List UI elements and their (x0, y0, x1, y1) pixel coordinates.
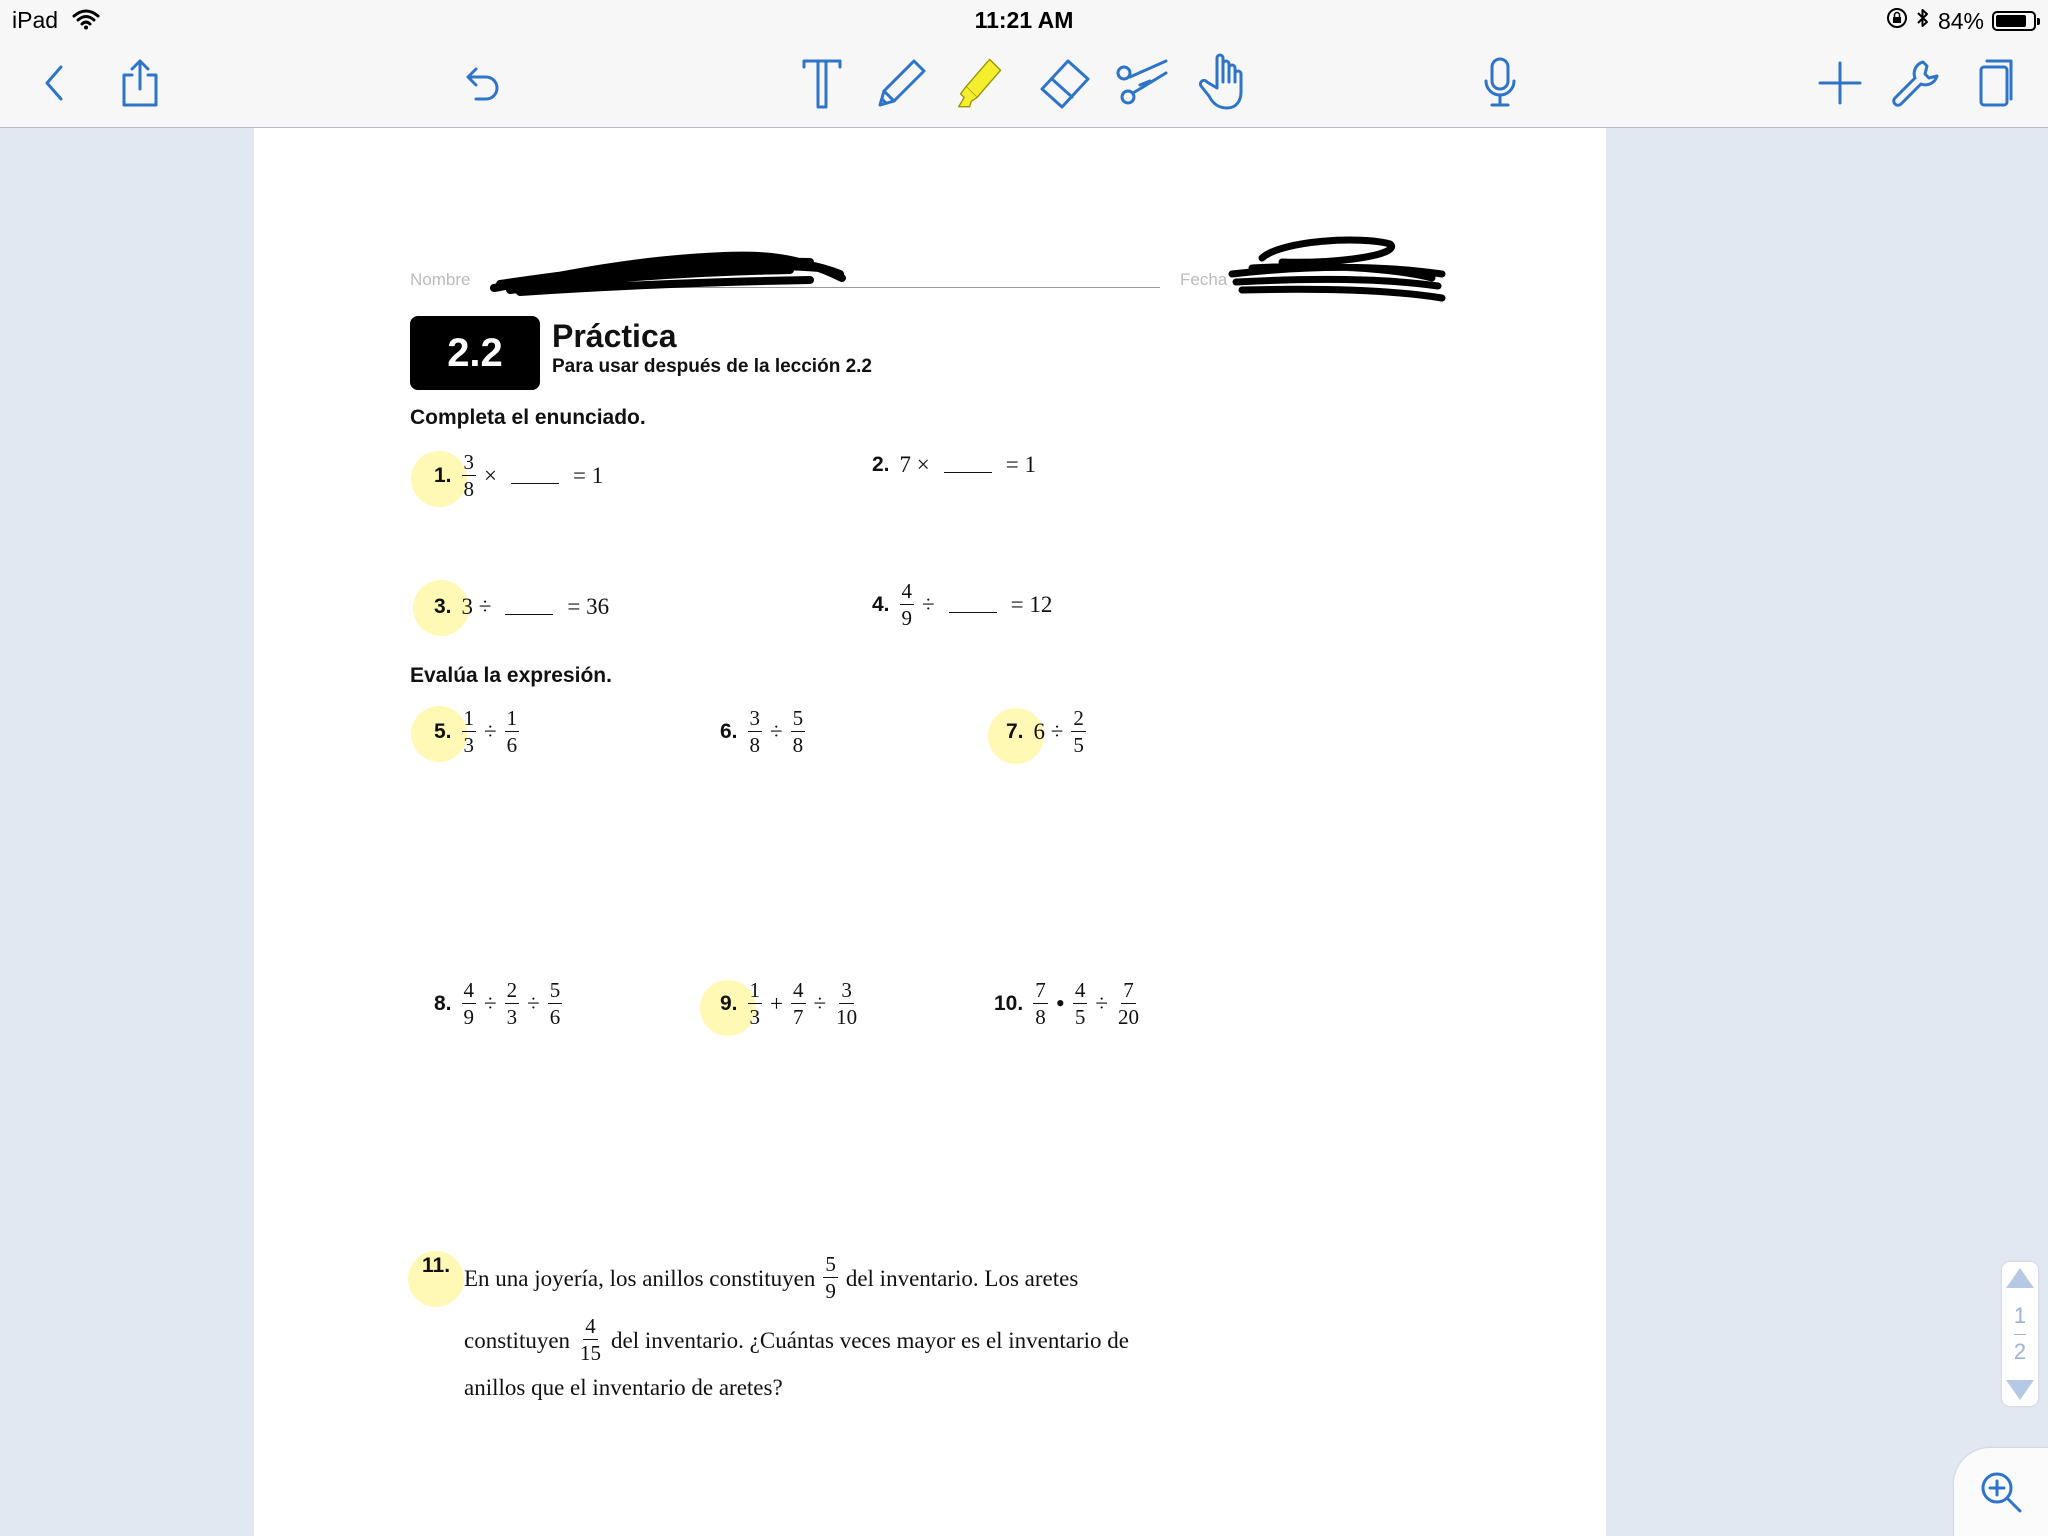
fraction: $\frac{2}{5}$ (1073, 706, 1084, 757)
problem-number: 6. (720, 720, 738, 743)
operator: ÷ (813, 991, 827, 1016)
problem-number: 1. (434, 464, 452, 487)
current-page: 1 (2013, 1303, 2027, 1329)
problem-1 (434, 452, 603, 500)
problem-text: constituyen (464, 1327, 571, 1353)
answer-blank[interactable] (511, 469, 559, 484)
operator: + (770, 991, 783, 1016)
equation-rhs: = 36 (567, 594, 610, 619)
problem-number: 5. (434, 720, 452, 743)
device-name: iPad (12, 7, 59, 33)
fraction: $\frac{5}{8}$ (792, 706, 804, 757)
redaction-scribble-date (1222, 234, 1448, 304)
operator: × (484, 463, 497, 488)
battery-percent: 84% (1937, 7, 1984, 34)
problem-10 (994, 980, 1141, 1028)
problem-text: del inventario. Los aretes (845, 1265, 1079, 1291)
fraction: $\frac{3}{10}$ (836, 978, 858, 1029)
problem-number: 9. (720, 992, 738, 1015)
equation-lhs: 3 ÷ (461, 594, 492, 619)
operator: ÷ (484, 991, 497, 1016)
worksheet-subtitle: Para usar después de la lección 2.2 (552, 356, 872, 377)
problem-11-line-1 (464, 1254, 1078, 1302)
fraction: $\frac{4}{9}$ (463, 978, 475, 1029)
problem-text: anillos que el inventario de aretes? (464, 1375, 783, 1400)
operator: ÷ (527, 991, 540, 1016)
fraction: $\frac{7}{8}$ (1035, 978, 1046, 1029)
problem-number: 3. (434, 595, 452, 618)
instruction-evaluate: Evalúa la expresión. (410, 664, 612, 687)
problem-9 (720, 980, 859, 1028)
problem-11-line-2 (464, 1316, 1129, 1364)
total-pages: 2 (2013, 1338, 2027, 1364)
zoom-in-icon (1978, 1469, 2024, 1515)
equation-lhs: 7 × (899, 452, 930, 477)
problem-6 (720, 708, 805, 756)
problem-7 (1006, 708, 1086, 756)
problem-text: En una joyería, los anillos constituyen (464, 1265, 816, 1291)
problem-8 (434, 980, 562, 1028)
problem-number: 7. (1006, 720, 1024, 743)
answer-blank[interactable] (505, 600, 553, 615)
equation-lhs: 6 ÷ (1033, 719, 1064, 744)
status-time: 11:21 AM (974, 7, 1074, 33)
zoom-button[interactable] (1954, 1448, 2048, 1536)
worksheet-title: Práctica (552, 318, 677, 354)
page-navigator[interactable] (2002, 1262, 2038, 1406)
fraction: $\frac{1}{3}$ (463, 706, 475, 757)
fraction: $\frac{7}{20}$ (1117, 978, 1139, 1029)
answer-blank[interactable] (949, 598, 997, 613)
fraction: $\frac{5}{9}$ (825, 1252, 836, 1303)
next-page-icon[interactable] (2006, 1380, 2034, 1400)
fraction: $\frac{4}{9}$ (901, 579, 913, 630)
fraction: $\frac{1}{6}$ (506, 706, 518, 757)
answer-blank[interactable] (944, 458, 992, 473)
redaction-scribble-name (490, 242, 850, 304)
operator: • (1055, 989, 1065, 1018)
problem-number: 4. (872, 593, 890, 616)
fraction: $\frac{3}{8}$ (463, 450, 475, 501)
problem-number: 8. (434, 992, 452, 1015)
problem-number: 10. (994, 992, 1024, 1015)
problem-2 (872, 452, 1036, 478)
problem-11-number (422, 1254, 460, 1278)
operator: ÷ (484, 719, 497, 744)
fraction: $\frac{2}{3}$ (506, 978, 518, 1029)
instruction-complete: Completa el enunciado. (410, 406, 646, 429)
page-separator (2014, 1334, 2026, 1335)
problem-text: del inventario. ¿Cuántas veces mayor es el inventario de (611, 1327, 1129, 1353)
operator: ÷ (922, 592, 935, 617)
operator: ÷ (1095, 991, 1108, 1016)
problem-number: 2. (872, 453, 890, 476)
lesson-badge: 2.2 (410, 316, 540, 390)
previous-page-icon[interactable] (2006, 1268, 2034, 1288)
fraction: $\frac{5}{6}$ (549, 978, 561, 1029)
equation-rhs: = 12 (1010, 592, 1053, 617)
problem-11-line-3 (464, 1376, 783, 1399)
problem-3 (434, 594, 609, 620)
fraction: $\frac{3}{8}$ (749, 706, 761, 757)
problem-4 (872, 581, 1052, 629)
problem-number: 11. (422, 1254, 451, 1277)
problem-5 (434, 708, 519, 756)
date-label: Fecha (1180, 270, 1228, 289)
equation-rhs: = 1 (573, 463, 604, 488)
fraction: $\frac{4}{7}$ (793, 978, 804, 1029)
fraction: $\frac{4}{5}$ (1074, 978, 1086, 1029)
name-label: Nombre (410, 270, 471, 289)
fraction: $\frac{4}{15}$ (580, 1314, 602, 1365)
equation-rhs: = 1 (1005, 452, 1036, 477)
operator: ÷ (770, 719, 783, 744)
fraction: $\frac{1}{3}$ (749, 978, 761, 1029)
